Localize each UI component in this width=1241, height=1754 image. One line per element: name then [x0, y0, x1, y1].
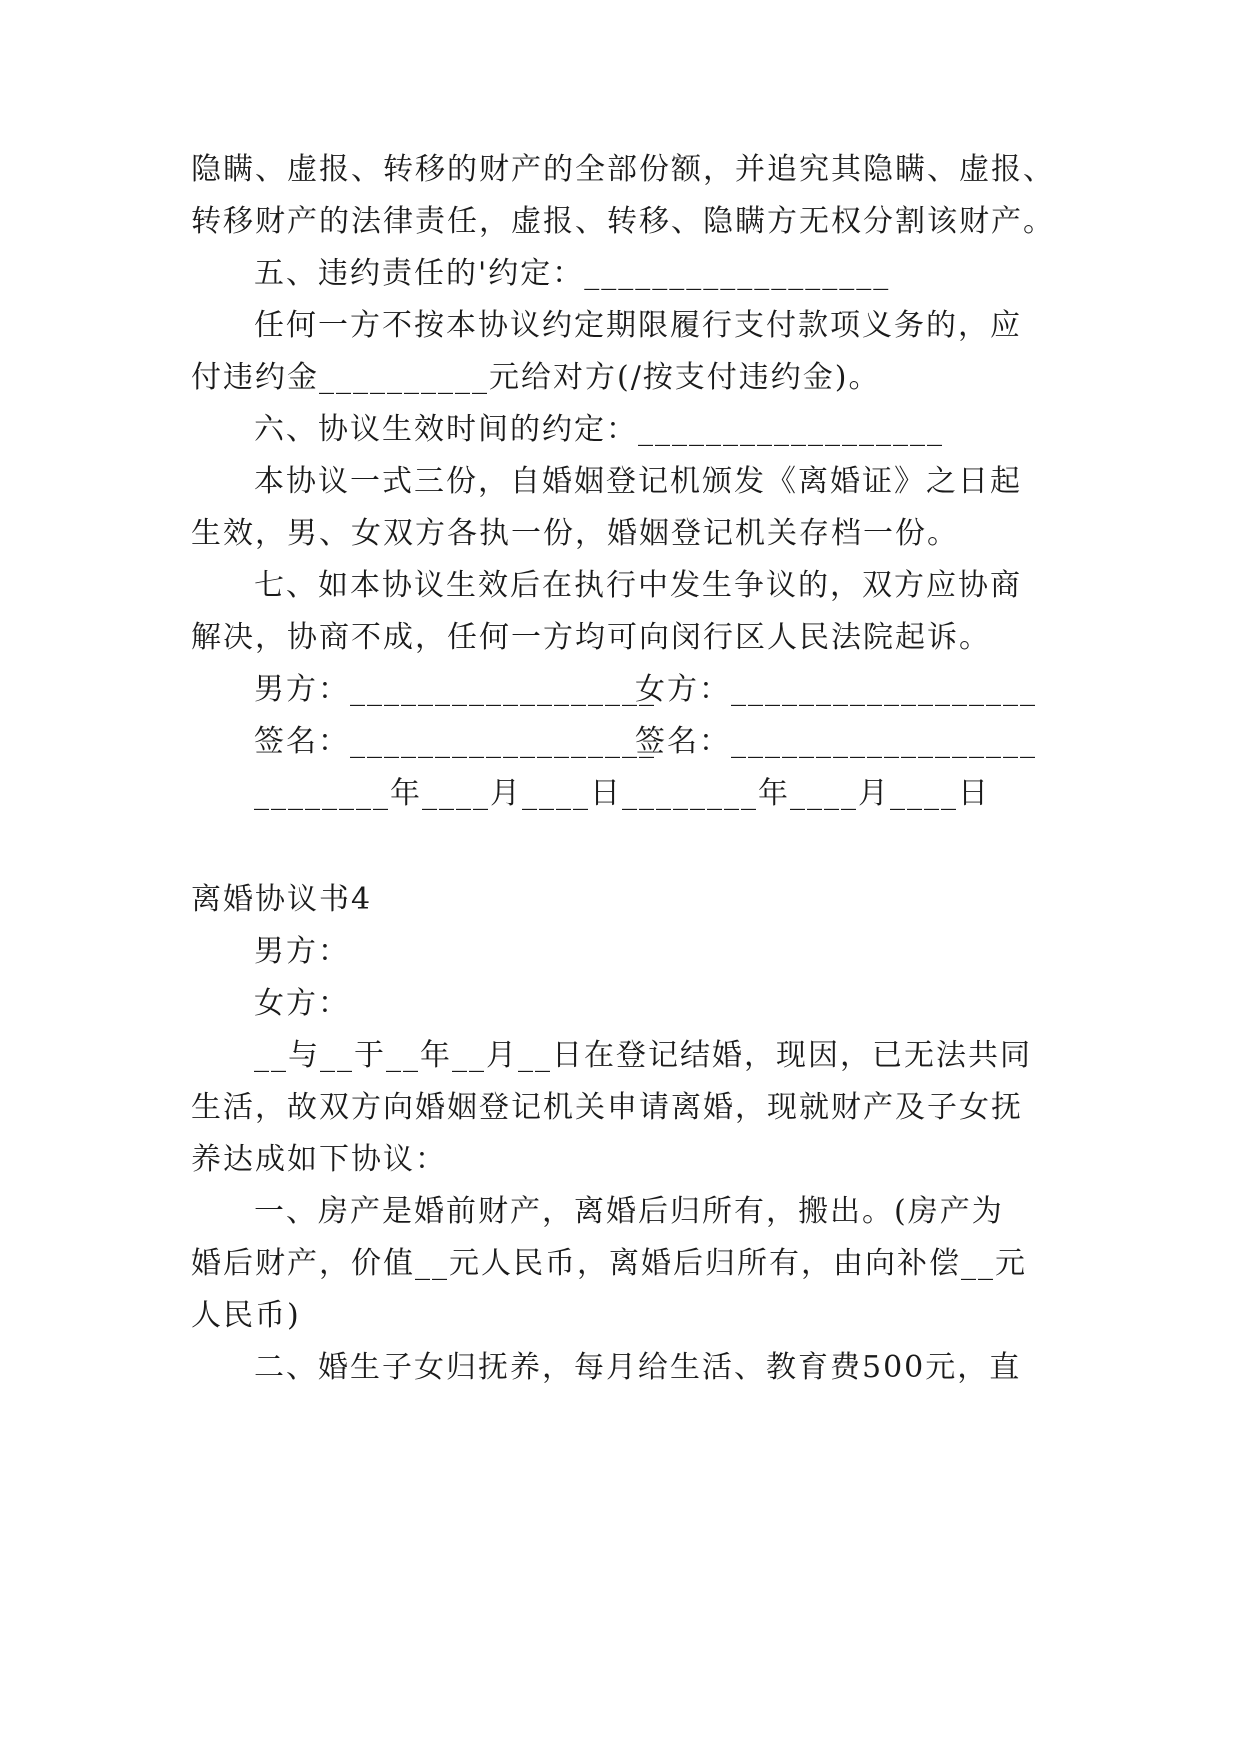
clause-heading: 五、违约责任的'约定：__________________	[254, 256, 891, 291]
paragraph-line: __与__于__年__月__日在登记结婚，现因，已无法共同	[254, 1038, 1032, 1073]
paragraph-line: 解决，协商不成，任何一方均可向闵行区人民法院起诉。	[191, 620, 991, 655]
paragraph-line: 男方：	[254, 934, 350, 969]
paragraph-line: 隐瞒、虚报、转移的财产的全部份额，并追究其隐瞒、虚报、	[191, 152, 1055, 187]
paragraph-line: 付违约金__________元给对方(/按支付违约金)。	[191, 360, 881, 395]
date-line: ________年____月____日________年____月____日	[254, 776, 990, 811]
paragraph-line: 养达成如下协议：	[191, 1142, 447, 1177]
paragraph-line: 人民币)	[191, 1298, 301, 1333]
clause-heading: 六、协议生效时间的约定：__________________	[254, 412, 944, 447]
paragraph-line: 一、房产是婚前财产，离婚后归所有，搬出。(房产为	[254, 1194, 1004, 1229]
paragraph-line: 婚后财产，价值__元人民币，离婚后归所有，由向补偿__元	[191, 1246, 1027, 1281]
paragraph-line: 生效，男、女双方各执一份，婚姻登记机关存档一份。	[191, 516, 959, 551]
paragraph-line: 本协议一式三份，自婚姻登记机颁发《离婚证》之日起	[254, 464, 1022, 499]
female-sign-name-field: 签名：__________________	[635, 724, 1037, 759]
paragraph-line: 任何一方不按本协议约定期限履行支付款项义务的，应	[254, 308, 1022, 343]
female-signature-field: 女方：__________________	[635, 672, 1037, 707]
male-signature-field: 男方：__________________	[254, 672, 656, 707]
paragraph-line: 二、婚生子女归抚养，每月给生活、教育费500元，直	[254, 1350, 1022, 1385]
section-title: 离婚协议书4	[191, 882, 373, 917]
paragraph-line: 生活，故双方向婚姻登记机关申请离婚，现就财产及子女抚	[191, 1090, 1023, 1125]
paragraph-line: 七、如本协议生效后在执行中发生争议的，双方应协商	[254, 568, 1022, 603]
paragraph-line: 转移财产的法律责任，虚报、转移、隐瞒方无权分割该财产。	[191, 204, 1055, 239]
male-sign-name-field: 签名：__________________	[254, 724, 656, 759]
paragraph-line: 女方：	[254, 986, 350, 1021]
